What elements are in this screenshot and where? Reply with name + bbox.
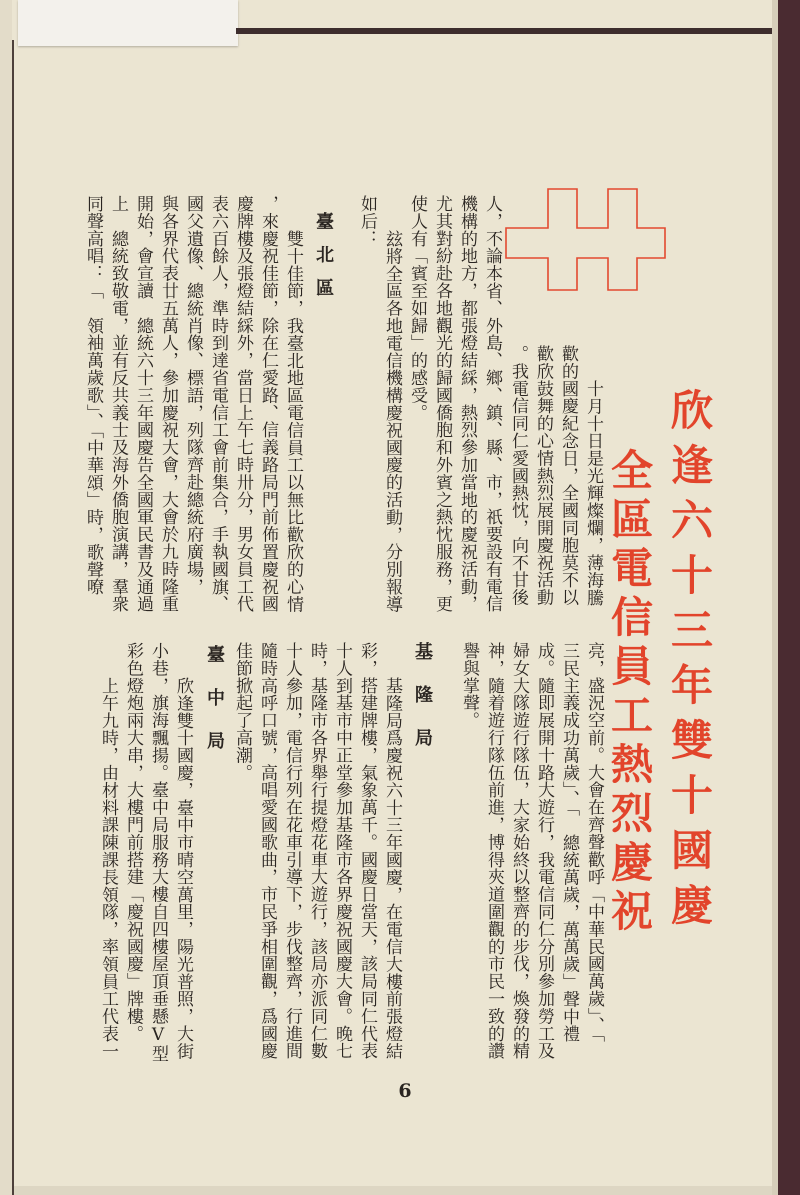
taipei-text-column: 國父遺像、總統肖像、標語，列隊齊赴總統府廣場，	[183, 195, 203, 596]
tape-strip	[18, 0, 238, 46]
taipei-text-column: ，來慶祝佳節，除在仁愛路、信義路局門前佈置慶祝國	[258, 195, 278, 613]
page-number: 6	[398, 1080, 412, 1102]
keelung-text-column: 基隆局爲慶祝六十三年國慶，在電信大樓前張燈結	[382, 677, 402, 1060]
top-binding-edge	[236, 28, 780, 34]
taipei-text-column: 同聲高唱：「 領袖萬歲歌」、「中華頌」時，歌聲嘹	[83, 195, 103, 596]
keelung-text-column: 十人參加，電信行列在花車引導下，步伐整齊，行進間	[282, 642, 302, 1060]
bottom-page-edge	[14, 1186, 772, 1195]
right-binding-edge	[778, 0, 800, 1195]
keelung-text-column: 時，基隆市各界舉行提燈花車大遊行，該局亦派同仁數	[307, 642, 327, 1060]
intro-column: 玆將全區各地電信機構慶祝國慶的活動，分別報導	[382, 230, 402, 613]
taipei-text-column: 表六百餘人，準時到達省電信工會前集合，手執國旗、	[208, 195, 228, 613]
taichung-text-column: 小巷，旗海飄揚。臺中局服務大樓自四樓屋頂垂懸V型	[148, 642, 168, 1063]
intro-column: 歡欣鼓舞的心情熱烈展開慶祝活動	[533, 345, 553, 606]
intro-column: 尤其對紛赴各地觀光的歸國僑胞和外賓之熱忱服務，更	[432, 195, 452, 613]
intro-column: 歡的國慶紀念日，全國同胞莫不以	[558, 345, 578, 606]
taipei-text-column: 婦女大隊遊行隊伍，大家始終以整齊的步伐，煥發的精	[509, 642, 529, 1060]
taichung-text-column: 上午九時，由材料課陳課長領隊，率領員工代表一	[98, 677, 118, 1060]
intro-column: 機構的地方，都張燈結綵，熱烈參加當地的慶祝活動，	[457, 195, 477, 613]
taipei-text-column: 亮，盛況空前。大會在齊聲歡呼「中華民國萬歲」、「	[584, 642, 604, 1043]
taipei-text-column: 成。隨即展開十路大遊行，我電信同仁分別參加勞工及	[534, 642, 554, 1060]
intro-column: 。我電信同仁愛國熱忱，向不甘後	[508, 345, 528, 606]
intro-column: 如后：	[357, 195, 377, 248]
left-page-margin	[0, 0, 12, 1195]
keelung-text-column: 彩，搭建牌樓，氣象萬千。國慶日當天，該局同仁代表	[357, 642, 377, 1060]
taipei-text-column: 三民主義成功萬歲」、「 總統萬歲，萬萬歲」聲中禮	[559, 642, 579, 1043]
double-ten-emblem-icon	[505, 188, 667, 292]
section-heading-keelung: 基隆局	[412, 642, 433, 771]
intro-column: 使人有「賓至如歸」的感受。	[407, 195, 427, 422]
taipei-text-column: 神，隨着遊行隊伍前進，博得夾道圍觀的市民一致的讚	[484, 642, 504, 1060]
double-ten-emblem-outline	[506, 189, 665, 290]
taipei-text-column: 開始，會宣讀 總統六十三年國慶告全國軍民書及通過	[133, 195, 153, 613]
taichung-text-column: 彩色燈炮兩大串，大樓門前搭建「慶祝國慶」牌樓。	[123, 642, 143, 1043]
title-line-2: 全區電信員工熱烈慶祝	[605, 448, 654, 938]
left-binding-line	[12, 40, 14, 1195]
taichung-text-column: 欣逢雙十國慶，臺中市晴空萬里，陽光普照，大街	[173, 677, 193, 1060]
intro-column: 十月十日是光輝燦爛，薄海騰	[583, 380, 603, 607]
keelung-text-column: 十人到基市中正堂參加基隆市各界慶祝國慶大會。晚七	[332, 642, 352, 1060]
title-line-1: 欣逢六十三年雙十國慶	[665, 388, 714, 938]
taipei-text-column: 雙十佳節，我臺北地區電信員工以無比歡欣的心情	[283, 230, 303, 613]
keelung-text-column: 佳節掀起了高潮。	[232, 642, 252, 782]
taipei-text-column: 上 總統致敬電，並有反共義士及海外僑胞演講，羣衆	[108, 195, 128, 613]
section-heading-taipei: 臺北區	[313, 212, 334, 311]
taipei-text-column: 與各界代表廿五萬人，參加慶祝大會，大會於九時隆重	[158, 195, 178, 613]
intro-column: 人，不論本省、外島、鄉、鎮、縣、市，祇要設有電信	[482, 195, 502, 613]
keelung-text-column: 隨時高呼口號，高唱愛國歌曲，市民爭相圍觀，爲國慶	[257, 642, 277, 1060]
section-heading-taichung: 臺中局	[204, 645, 225, 774]
taipei-text-column: 譽與掌聲。	[459, 642, 479, 729]
taipei-text-column: 慶牌樓及張燈結綵外，當日上午七時卅分，男女員工代	[233, 195, 253, 613]
